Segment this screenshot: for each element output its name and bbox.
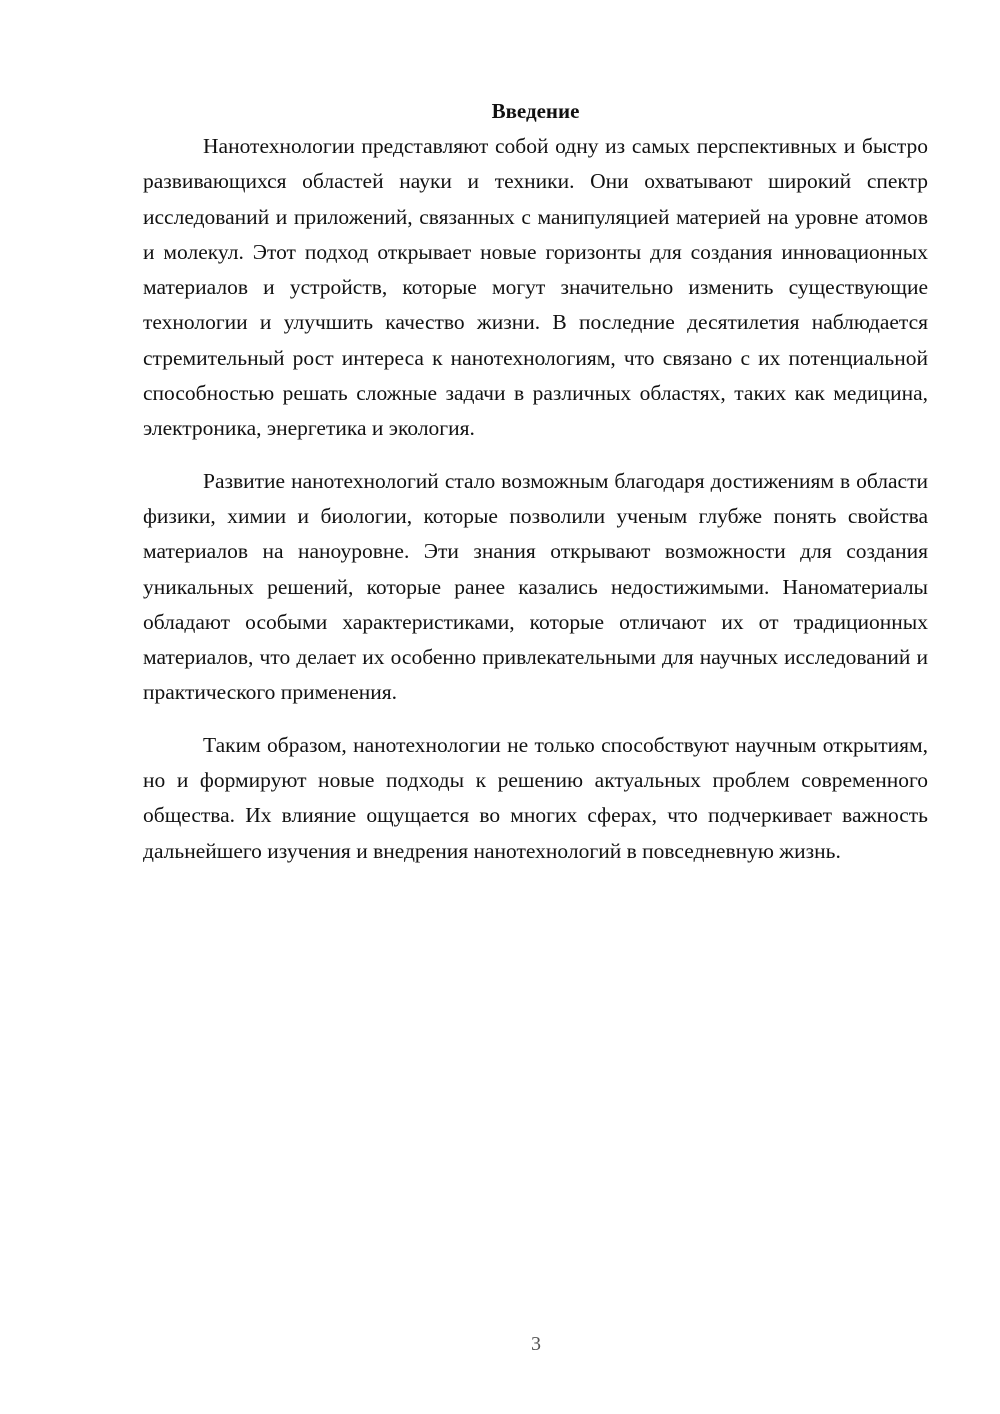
paragraph-3: Таким образом, нанотехнологии не только способствуют научным открытиям, но и формируют новые подходы к решению актуальных проблем современного общества. Их влияние ощущается во многих сферах, что подчеркивает важность дальнейшего изучения и внедрения нанотехнологий в повседневную жизнь. xyxy=(143,732,928,863)
section-heading: Введение xyxy=(491,99,580,123)
page-content xyxy=(143,95,928,886)
paragraph-2: Развитие нанотехнологий стало возможным благодаря достижениям в области физики, химии и биологии, которые позволили ученым глубже понять свойства материалов на наноуровне. Эти знания открывают возможности для создания уникальных решений, которые ранее казались недостижимыми. Наноматериалы обладают особыми характеристиками, которые отличают их от традиционных материалов, что делает их особенно привлекательными для научных исследований и практического применения. xyxy=(143,468,928,705)
paragraph-1: Нанотехнологии представляют собой одну из самых перспективных и быстро развивающихся областей науки и техники. Они охватывают широкий спектр исследований и приложений, связанных с манипуляцией материей на уровне атомов и молекул. Этот подход открывает новые горизонты для создания инновационных материалов и устройств, которые могут значительно изменить существующие технологии и улучшить качество жизни. В последние десятилетия наблюдается стремительный рост интереса к нанотехнологиям, что связано с их потенциальной способностью решать сложные задачи в различных областях, таких как медицина, электроника, энергетика и экология. xyxy=(143,134,928,441)
page-number: 3 xyxy=(531,1333,541,1355)
